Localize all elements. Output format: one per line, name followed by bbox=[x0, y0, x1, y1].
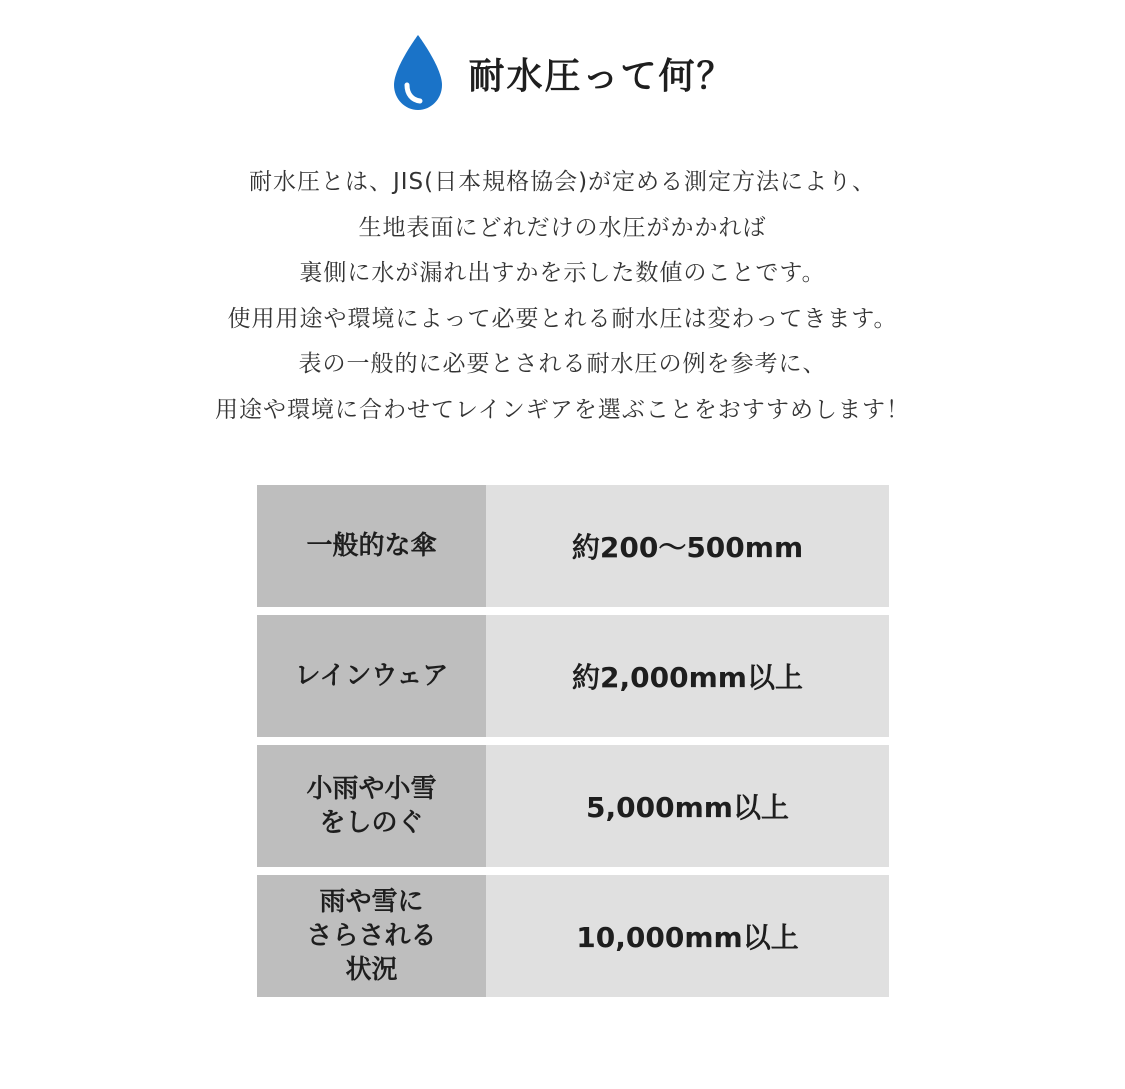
intro-text bbox=[0, 160, 1125, 433]
table-row bbox=[257, 615, 889, 737]
intro-line: 表の一般的に必要とされる耐水圧の例を参考に、 bbox=[298, 351, 827, 377]
intro-line: 用途や環境に合わせてレインギアを選ぶことをおすすめします！ bbox=[214, 396, 911, 423]
table-row bbox=[257, 485, 889, 607]
row-label: 小雨や小雪 をしのぐ bbox=[257, 745, 486, 867]
intro-line: 使用用途や環境によって必要とれる耐水圧は変わってきます。 bbox=[227, 305, 898, 332]
table-row bbox=[257, 745, 889, 867]
row-value: 10,000mm以上 bbox=[486, 875, 889, 997]
intro-line: 生地表面にどれだけの水圧がかかれば bbox=[358, 214, 767, 241]
row-value: 5,000mm以上 bbox=[486, 745, 889, 867]
page-title: 耐水圧って何？ bbox=[468, 55, 735, 97]
water-pressure-table bbox=[257, 485, 889, 1005]
row-label: 一般的な傘 bbox=[257, 485, 486, 607]
intro-line: 裏側に水が漏れ出すかを示した数値のことです。 bbox=[299, 260, 826, 286]
page-header bbox=[0, 30, 1125, 116]
water-drop-icon bbox=[390, 33, 446, 113]
row-label: 雨や雪に さらされる 状況 bbox=[257, 875, 486, 997]
row-value: 約200～500mm bbox=[486, 485, 889, 607]
row-value: 約2,000mm以上 bbox=[486, 615, 889, 737]
row-label: レインウェア bbox=[257, 615, 486, 737]
table-row bbox=[257, 875, 889, 997]
intro-line: 耐水圧とは、JIS(日本規格協会)が定める測定方法により、 bbox=[248, 169, 877, 195]
